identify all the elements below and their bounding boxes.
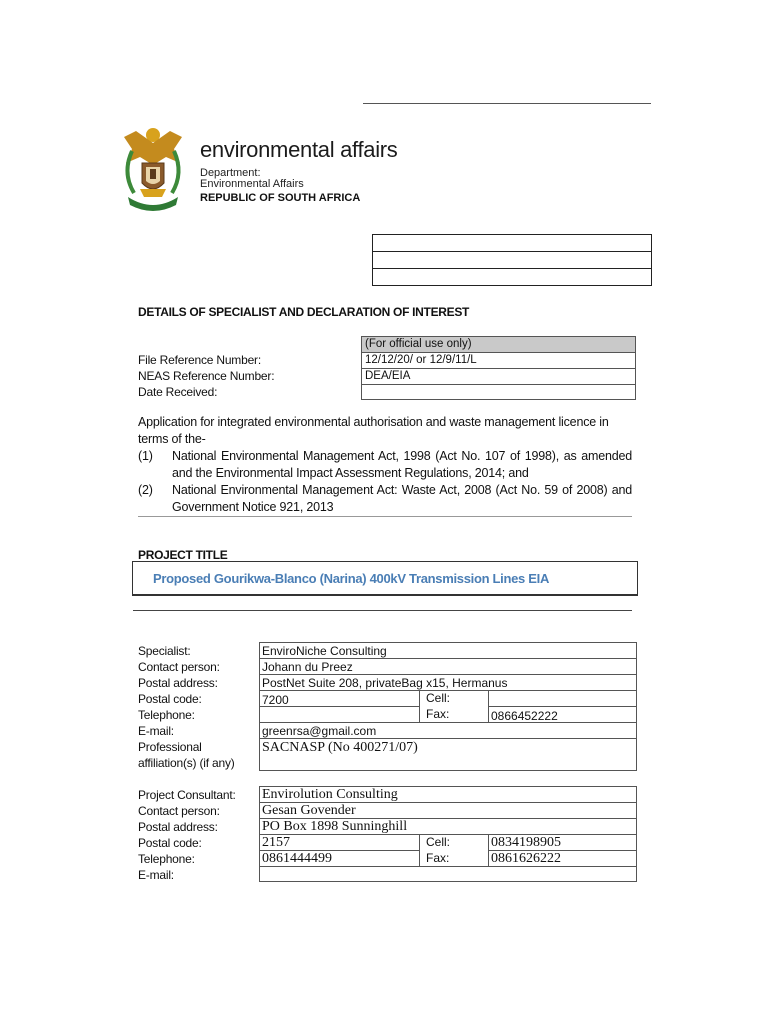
official-use-box: [361, 336, 636, 400]
postal-code-label: Postal code:: [138, 836, 202, 850]
file-ref-field[interactable]: 12/12/20/ or 12/9/11/L: [361, 353, 636, 369]
email-label: E-mail:: [138, 724, 174, 738]
postal-address-label: Postal address:: [138, 676, 218, 690]
consultant-telephone-field[interactable]: 0861444499: [259, 850, 420, 867]
brand-name: environmental affairs: [200, 137, 398, 162]
contact-label: Contact person:: [138, 804, 220, 818]
blank-box-row[interactable]: [373, 235, 651, 252]
specialist-name-field[interactable]: EnviroNiche Consulting: [259, 642, 637, 659]
item-number: (2): [138, 483, 153, 497]
specialist-email-field[interactable]: greenrsa@gmail.com: [259, 722, 637, 739]
consultant-email-field[interactable]: [259, 866, 637, 882]
project-title: Proposed Gourikwa-Blanco (Narina) 400kV Transmission Lines EIA: [153, 571, 550, 586]
consultant-cell-field[interactable]: 0834198905: [488, 834, 637, 851]
specialist-labels: [138, 643, 235, 771]
consultant-labels: [138, 787, 236, 883]
divider: [133, 610, 632, 611]
specialist-telephone-field[interactable]: [259, 706, 420, 723]
department-line-1: Department:: [200, 167, 261, 179]
consultant-label: Project Consultant:: [138, 788, 236, 802]
consultant-fax-field[interactable]: 0861626222: [488, 850, 637, 867]
specialist-address-field[interactable]: PostNet Suite 208, privateBag x15, Hermanus: [259, 674, 637, 691]
specialist-postal-code-field[interactable]: 7200: [259, 690, 420, 707]
application-item: [138, 448, 632, 482]
blank-box-row[interactable]: [373, 269, 651, 285]
neas-ref-label: NEAS Reference Number:: [138, 369, 275, 383]
country-label: REPUBLIC OF SOUTH AFRICA: [200, 192, 361, 204]
neas-ref-field[interactable]: DEA/EIA: [361, 369, 636, 385]
file-ref-label: File Reference Number:: [138, 353, 261, 367]
postal-code-label: Postal code:: [138, 692, 202, 706]
postal-address-label: Postal address:: [138, 820, 218, 834]
reference-labels: [138, 352, 274, 400]
specialist-label: Specialist:: [138, 644, 191, 658]
affiliation-label-1: Professional: [138, 740, 202, 754]
consultant-fax-label: Fax:: [426, 851, 450, 865]
official-blank-boxes: [372, 234, 652, 286]
top-rule: [363, 103, 651, 104]
specialist-fax-label: Fax:: [426, 707, 450, 721]
department-label: [200, 168, 304, 190]
contact-label: Contact person:: [138, 660, 220, 674]
form-heading: DETAILS OF SPECIALIST AND DECLARATION OF INTEREST: [138, 305, 470, 319]
consultant-postal-code-field[interactable]: 2157: [259, 834, 420, 851]
project-title-box[interactable]: [132, 561, 638, 596]
application-intro: Application for integrated environmental authorisation and waste management licence in terms of the-: [138, 415, 609, 446]
item-number: (1): [138, 449, 153, 463]
application-text: [138, 414, 632, 516]
telephone-label: Telephone:: [138, 708, 195, 722]
telephone-label: Telephone:: [138, 852, 195, 866]
specialist-cell-field[interactable]: [488, 690, 637, 707]
divider: [138, 516, 632, 517]
email-label: E-mail:: [138, 868, 174, 882]
application-item: [138, 482, 632, 516]
consultant-name-field[interactable]: Envirolution Consulting: [259, 786, 637, 803]
affiliation-label-2: affiliation(s) (if any): [138, 756, 235, 770]
specialist-fax-field[interactable]: 0866452222: [488, 706, 637, 723]
specialist-contact-field[interactable]: Johann du Preez: [259, 658, 637, 675]
item-text: National Environmental Management Act: Waste Act, 2008 (Act No. 59 of 2008) and Government Notice 921, 2013: [172, 483, 632, 514]
specialist-cell-label: Cell:: [426, 691, 451, 705]
official-use-header: (For official use only): [361, 336, 636, 353]
specialist-affiliation-field[interactable]: SACNASP (No 400271/07): [259, 738, 637, 771]
consultant-address-field[interactable]: PO Box 1898 Sunninghill: [259, 818, 637, 835]
consultant-cell-label: Cell:: [426, 835, 451, 849]
coat-of-arms-icon: [118, 123, 188, 215]
dea-logo: [118, 123, 398, 215]
date-received-field[interactable]: [361, 385, 636, 400]
department-line-2: Environmental Affairs: [200, 178, 304, 190]
item-text: National Environmental Management Act, 1998 (Act No. 107 of 1998), as amended and the Environmental Impact Assessment Regulations, 2014; and: [172, 449, 632, 480]
blank-box-row[interactable]: [373, 252, 651, 269]
date-received-label: Date Received:: [138, 385, 218, 399]
consultant-contact-field[interactable]: Gesan Govender: [259, 802, 637, 819]
project-title-label: PROJECT TITLE: [138, 548, 228, 562]
